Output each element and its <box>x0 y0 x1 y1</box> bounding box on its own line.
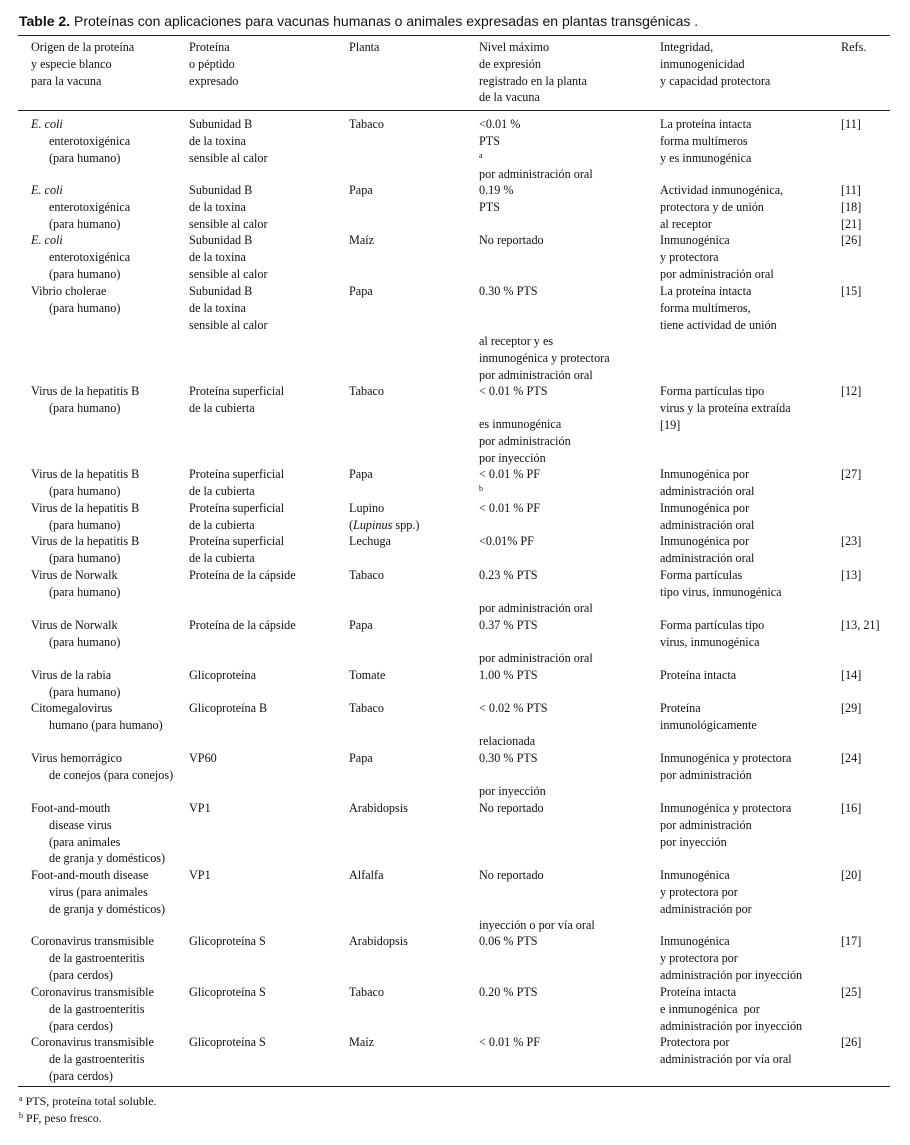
table-row-origin: Foot-and-mouth disease virus (para animales de granja y domésticos) <box>31 868 166 916</box>
table-row-plant: Tomate <box>349 668 386 682</box>
table-row-protein: Glicoproteína <box>189 668 257 682</box>
table-row-level: <0.01% PF <box>479 534 534 548</box>
table-row-plant: Lupino (Lupinus spp.) <box>349 501 420 532</box>
table-row-protein: Proteína superficial de la cubierta <box>189 501 285 532</box>
table-row-integrity: Proteína inmunológicamente <box>660 701 757 732</box>
table-row-level: 0.23 % PTS <box>479 568 538 582</box>
table-row-refs: [29] <box>841 701 862 715</box>
table-row-plant: Papa <box>349 467 373 481</box>
table-row-plant: Arabidopsis <box>349 801 408 815</box>
table-row-plant: Tabaco <box>349 568 385 582</box>
table-row-origin: Coronavirus transmisible de la gastroenteritis (para cerdos) <box>31 985 154 1033</box>
table-row-refs: [25] <box>841 985 862 999</box>
table-row-refs: [14] <box>841 668 862 682</box>
table-row-plant: Arabidopsis <box>349 934 408 948</box>
footnote-b-ref: b <box>479 483 483 493</box>
table-row-integrity: Inmunogénica por administración oral <box>660 501 755 532</box>
table-row-plant: Lechuga <box>349 534 391 548</box>
table-row-spill: relacionada <box>479 734 536 748</box>
table-row-level: 0.30 % PTS <box>479 751 538 765</box>
table-row-refs: [23] <box>841 534 862 548</box>
table-row-protein: VP1 <box>189 868 211 882</box>
header-integrity: Integridad, inmunogenicidad y capacidad protectora <box>660 40 771 88</box>
header-plant: Planta <box>349 40 380 54</box>
table-row-integrity: Proteína intacta <box>660 668 737 682</box>
table-row-spill: por administración oral <box>479 601 593 615</box>
table-row-integrity: Inmunogénica y protectora por administración por inyección <box>660 801 792 849</box>
table-row-plant: Tabaco <box>349 985 385 999</box>
table-row-origin: Virus de la hepatitis B (para humano) <box>31 467 140 498</box>
table-row-protein: Proteína de la cápside <box>189 618 296 632</box>
table-row-refs: [11] [18] [21] <box>841 183 862 231</box>
table-row-integrity: Inmunogénica y protectora por administración <box>660 751 792 782</box>
table-row-integrity: Inmunogénica y protectora por administración por inyección <box>660 934 803 982</box>
table-row-refs: [13, 21] <box>841 618 880 632</box>
table-row-spill: inyección o por vía oral <box>479 918 595 932</box>
table-row-origin: Virus hemorrágico de conejos (para conejos) <box>31 751 174 782</box>
table-row-origin: Vibrio cholerae (para humano) <box>31 284 121 315</box>
table-row-level: 1.00 % PTS <box>479 668 538 682</box>
table-row-spill: por administración oral <box>479 651 593 665</box>
table-row-refs: [15] <box>841 284 862 298</box>
table-row-integrity: Forma partículas tipo virus, inmunogénica <box>660 568 782 599</box>
table-row-level: No reportado <box>479 233 544 247</box>
table-row-spill: por inyección <box>479 784 546 798</box>
table-row-level: 0.37 % PTS <box>479 618 538 632</box>
table-title: Proteínas con aplicaciones para vacunas humanas o animales expresadas en plantas transgénicas . <box>73 13 699 29</box>
table-row-refs: [11] <box>841 117 861 131</box>
table-row-refs: [27] <box>841 467 862 481</box>
table-row-origin: Coronavirus transmisible de la gastroenteritis (para cerdos) <box>31 934 154 982</box>
footnote-a: $^a$ PTS, proteína total soluble. <box>19 1094 157 1108</box>
table-row-level: 0.06 % PTS <box>479 934 538 948</box>
table-row-integrity: Actividad inmunogénica, protectora y de unión al receptor <box>660 183 784 231</box>
table-row-origin: Virus de la hepatitis B (para humano) <box>31 534 140 565</box>
table-row-plant: Maíz <box>349 1035 375 1049</box>
table-row-refs: [16] <box>841 801 862 815</box>
table-row-plant: Tabaco <box>349 117 385 131</box>
table-row-refs: [17] <box>841 934 862 948</box>
table-row-level: < 0.01 % PTS <box>479 384 548 398</box>
table-row-protein: Subunidad B de la toxina sensible al calor <box>189 117 268 165</box>
table-row-level: <0.01 % PTS $^a$ <box>479 117 521 160</box>
table-row-integrity: Inmunogénica y protectora por administración por <box>660 868 752 916</box>
table-row-integrity: Forma partículas tipo virus, inmunogénica <box>660 618 765 649</box>
table-row-level: < 0.01 % PF $^b$ <box>479 467 541 493</box>
table-row-spill: es inmunogénica por administración por inyección <box>479 417 571 465</box>
table-row-origin: E. coli enterotoxigénica (para humano) <box>31 183 131 231</box>
table-row-level: No reportado <box>479 801 544 815</box>
table-row-protein: Glicoproteína S <box>189 985 266 999</box>
table-row-origin: Foot-and-mouth disease virus (para animales de granja y domésticos) <box>31 801 166 866</box>
table-row-origin: Virus de Norwalk (para humano) <box>31 618 121 649</box>
table-row-origin: E. coli enterotoxigénica (para humano) <box>31 233 131 281</box>
header-protein: Proteína o péptido expresado <box>189 40 239 88</box>
table-row-level: 0.19 % PTS <box>479 183 514 214</box>
footnote-a-ref: a <box>479 150 483 160</box>
table-row-origin: Coronavirus transmisible de la gastroenteritis (para cerdos) <box>31 1035 154 1083</box>
bottom-rule <box>18 1086 890 1087</box>
table-row-protein: VP60 <box>189 751 217 765</box>
table-label: Table 2. <box>19 13 71 29</box>
table-row-integrity: Forma partículas tipo virus y la proteína extraída [19] <box>660 384 791 432</box>
table-row-origin: E. coli enterotoxigénica (para humano) <box>31 117 131 165</box>
header-level: Nivel máximo de expresión registrado en la planta de la vacuna <box>479 40 587 105</box>
table-row-level: < 0.01 % PF <box>479 501 541 515</box>
table-row-refs: [12] <box>841 384 862 398</box>
table-row-refs: [26] <box>841 233 862 247</box>
table-row-plant: Tabaco <box>349 701 385 715</box>
table-row-protein: Proteína de la cápside <box>189 568 296 582</box>
header-origin: Origen de la proteína y especie blanco para la vacuna <box>31 40 135 88</box>
footnote-b: $^b$ PF, peso fresco. <box>19 1111 102 1125</box>
table-row-origin: Virus de la hepatitis B (para humano) <box>31 501 140 532</box>
table-row-refs: [13] <box>841 568 862 582</box>
table-row-protein: Proteína superficial de la cubierta <box>189 534 285 565</box>
table-row-plant: Papa <box>349 183 373 197</box>
table-row-protein: Glicoproteína B <box>189 701 268 715</box>
table-row-spill: al receptor y es inmunogénica y protectora por administración oral <box>479 334 610 382</box>
table-row-origin: Virus de la hepatitis B (para humano) <box>31 384 140 415</box>
table-row-integrity: Proteína intacta e inmunogénica por administración por inyección <box>660 985 803 1033</box>
header-refs: Refs. <box>841 40 867 54</box>
table-row-integrity: Inmunogénica por administración oral <box>660 534 755 565</box>
table-row-origin: Virus de la rabia (para humano) <box>31 668 121 699</box>
table-row-level: < 0.02 % PTS <box>479 701 548 715</box>
table-row-protein: Proteína superficial de la cubierta <box>189 467 285 498</box>
table-row-protein: VP1 <box>189 801 211 815</box>
table-row-level: 0.30 % PTS <box>479 284 538 298</box>
top-rule <box>18 35 890 36</box>
table-row-protein: Glicoproteína S <box>189 1035 266 1049</box>
header-rule <box>18 110 890 111</box>
table-row-refs: [24] <box>841 751 862 765</box>
table-row-protein: Subunidad B de la toxina sensible al calor <box>189 233 268 281</box>
table-row-protein: Subunidad B de la toxina sensible al calor <box>189 183 268 231</box>
table-row-integrity: Inmunogénica por administración oral <box>660 467 755 498</box>
table-row-level: No reportado <box>479 868 544 882</box>
table-row-integrity: Inmunogénica y protectora por administración oral <box>660 233 774 281</box>
table-row-integrity: La proteína intacta forma multímeros, tiene actividad de unión <box>660 284 777 332</box>
table-row-plant: Papa <box>349 284 373 298</box>
table-row-plant: Alfalfa <box>349 868 384 882</box>
table-row-protein: Subunidad B de la toxina sensible al calor <box>189 284 268 332</box>
table-row-origin: Citomegalovirus humano (para humano) <box>31 701 163 732</box>
table-row-protein: Glicoproteína S <box>189 934 266 948</box>
table-row-origin: Virus de Norwalk (para humano) <box>31 568 121 599</box>
table-row-refs: [26] <box>841 1035 862 1049</box>
table-row-level: < 0.01 % PF <box>479 1035 541 1049</box>
table-row-level: 0.20 % PTS <box>479 985 538 999</box>
table-row-plant: Papa <box>349 751 373 765</box>
table-row-spill: por administración oral <box>479 167 593 181</box>
table-row-plant: Maíz <box>349 233 375 247</box>
table-row-plant: Papa <box>349 618 373 632</box>
table-row-integrity: La proteína intacta forma multímeros y es inmunogénica <box>660 117 752 165</box>
table-caption <box>19 13 698 29</box>
table-row-refs: [20] <box>841 868 862 882</box>
table-row-protein: Proteína superficial de la cubierta <box>189 384 285 415</box>
table-row-integrity: Protectora por administración por vía oral <box>660 1035 792 1066</box>
table-row-plant: Tabaco <box>349 384 385 398</box>
